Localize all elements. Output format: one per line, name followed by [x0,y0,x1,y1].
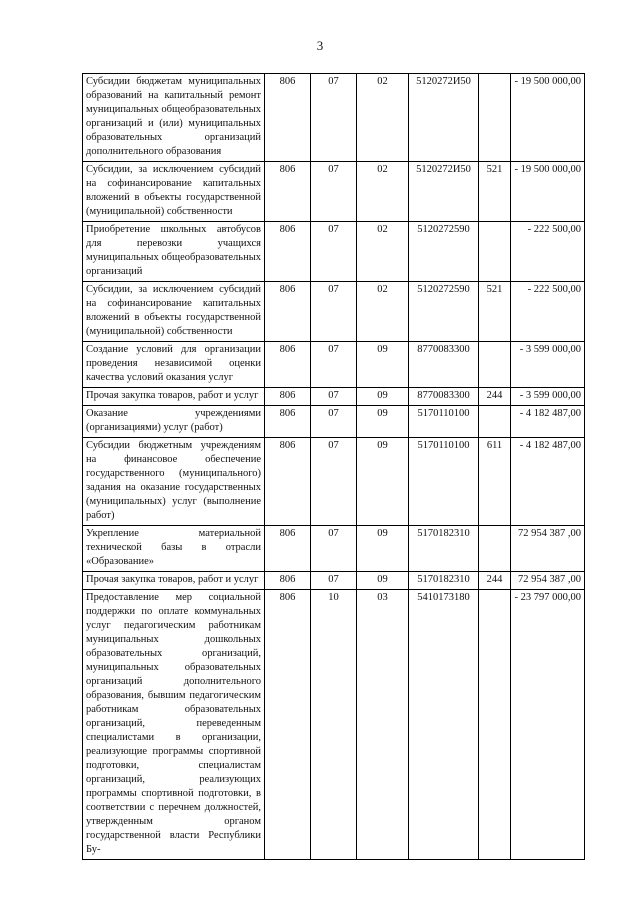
table-row [83,590,585,860]
row-section-cell: 07 [311,526,357,572]
row-admin-code-cell: 806 [265,162,311,222]
row-expense-type-cell [479,74,511,162]
row-name-cell: Субсидии, за исключением субсидий на софинансирование капитальных вложений в объекты государственной (муниципальной) собственности [83,162,265,222]
row-expense-type-cell [479,590,511,860]
row-subsection-cell: 09 [357,526,409,572]
row-name-cell: Субсидии бюджетным учреждениям на финансовое обеспечение государственного (муниципального) задания на оказание государственных (муниципальных) услуг (выполнение работ) [83,438,265,526]
row-amount-cell: - 222 500,00 [511,222,585,282]
table-row [83,222,585,282]
table-row [83,282,585,342]
row-target-article-cell: 5410173180 [409,590,479,860]
row-amount-cell: 72 954 387 ,00 [511,572,585,590]
row-section-cell: 07 [311,388,357,406]
row-expense-type-cell: 521 [479,282,511,342]
row-admin-code-cell: 806 [265,222,311,282]
row-admin-code-cell: 806 [265,406,311,438]
row-name-cell: Субсидии, за исключением субсидий на софинансирование капитальных вложений в объекты государственной (муниципальной) собственности [83,282,265,342]
row-amount-cell: - 23 797 000,00 [511,590,585,860]
row-expense-type-cell: 521 [479,162,511,222]
row-target-article-cell: 5170182310 [409,526,479,572]
row-name-cell: Оказание учреждениями (организациями) услуг (работ) [83,406,265,438]
row-target-article-cell: 5170110100 [409,406,479,438]
row-amount-cell: - 19 500 000,00 [511,74,585,162]
budget-table [82,73,585,860]
row-subsection-cell: 09 [357,572,409,590]
row-target-article-cell: 5120272И50 [409,162,479,222]
row-amount-cell: 72 954 387 ,00 [511,526,585,572]
row-target-article-cell: 5120272590 [409,282,479,342]
table-row [83,388,585,406]
row-target-article-cell: 8770083300 [409,342,479,388]
table-row [83,342,585,388]
table-row [83,438,585,526]
row-admin-code-cell: 806 [265,388,311,406]
row-admin-code-cell: 806 [265,282,311,342]
row-name-cell: Создание условий для организации проведения независимой оценки качества условий оказания услуг [83,342,265,388]
table-row [83,74,585,162]
row-amount-cell: - 3 599 000,00 [511,388,585,406]
row-amount-cell: - 3 599 000,00 [511,342,585,388]
row-section-cell: 07 [311,438,357,526]
row-admin-code-cell: 806 [265,342,311,388]
row-expense-type-cell [479,406,511,438]
row-name-cell: Прочая закупка товаров, работ и услуг [83,572,265,590]
row-name-cell: Укрепление материальной технической базы в отрасли «Образование» [83,526,265,572]
row-target-article-cell: 5120272590 [409,222,479,282]
row-subsection-cell: 09 [357,342,409,388]
row-expense-type-cell: 244 [479,572,511,590]
row-admin-code-cell: 806 [265,590,311,860]
budget-table-body [83,74,585,860]
row-section-cell: 07 [311,282,357,342]
row-name-cell: Приобретение школьных автобусов для перевозки учащихся муниципальных общеобразовательных организаций [83,222,265,282]
row-subsection-cell: 03 [357,590,409,860]
table-row [83,162,585,222]
row-subsection-cell: 02 [357,162,409,222]
row-subsection-cell: 02 [357,282,409,342]
row-amount-cell: - 19 500 000,00 [511,162,585,222]
row-target-article-cell: 5170110100 [409,438,479,526]
row-amount-cell: - 4 182 487,00 [511,406,585,438]
row-target-article-cell: 5120272И50 [409,74,479,162]
row-name-cell: Предоставление мер социальной поддержки по оплате коммунальных услуг педагогическим работникам муниципальных дошкольных образовательных организаций, муниципальных образовательных организаций дополнительного образования, бывшим педагогическим работникам образовательных организаций, переведенным специалистами в организации, реализующие программы спортивной подготовки, специалистам организаций, реализующих программы спортивной подготовки, в соответствии с перечнем должностей, утвержденным органом государственной власти Республики Бу- [83,590,265,860]
row-subsection-cell: 09 [357,438,409,526]
row-section-cell: 07 [311,406,357,438]
row-target-article-cell: 5170182310 [409,572,479,590]
row-amount-cell: - 4 182 487,00 [511,438,585,526]
row-expense-type-cell [479,526,511,572]
row-expense-type-cell [479,342,511,388]
row-section-cell: 07 [311,222,357,282]
row-name-cell: Субсидии бюджетам муниципальных образований на капитальный ремонт муниципальных общеобразовательных организаций и (или) муниципальных образовательных организаций дополнительного образования [83,74,265,162]
row-amount-cell: - 222 500,00 [511,282,585,342]
page-number: 3 [316,38,324,53]
row-expense-type-cell: 611 [479,438,511,526]
row-target-article-cell: 8770083300 [409,388,479,406]
row-subsection-cell: 02 [357,222,409,282]
table-row [83,406,585,438]
row-admin-code-cell: 806 [265,74,311,162]
row-section-cell: 07 [311,162,357,222]
row-subsection-cell: 02 [357,74,409,162]
row-admin-code-cell: 806 [265,526,311,572]
row-expense-type-cell [479,222,511,282]
row-section-cell: 07 [311,74,357,162]
table-row [83,526,585,572]
row-admin-code-cell: 806 [265,438,311,526]
row-section-cell: 10 [311,590,357,860]
row-subsection-cell: 09 [357,406,409,438]
table-row [83,572,585,590]
row-subsection-cell: 09 [357,388,409,406]
row-name-cell: Прочая закупка товаров, работ и услуг [83,388,265,406]
row-expense-type-cell: 244 [479,388,511,406]
row-section-cell: 07 [311,572,357,590]
row-admin-code-cell: 806 [265,572,311,590]
row-section-cell: 07 [311,342,357,388]
